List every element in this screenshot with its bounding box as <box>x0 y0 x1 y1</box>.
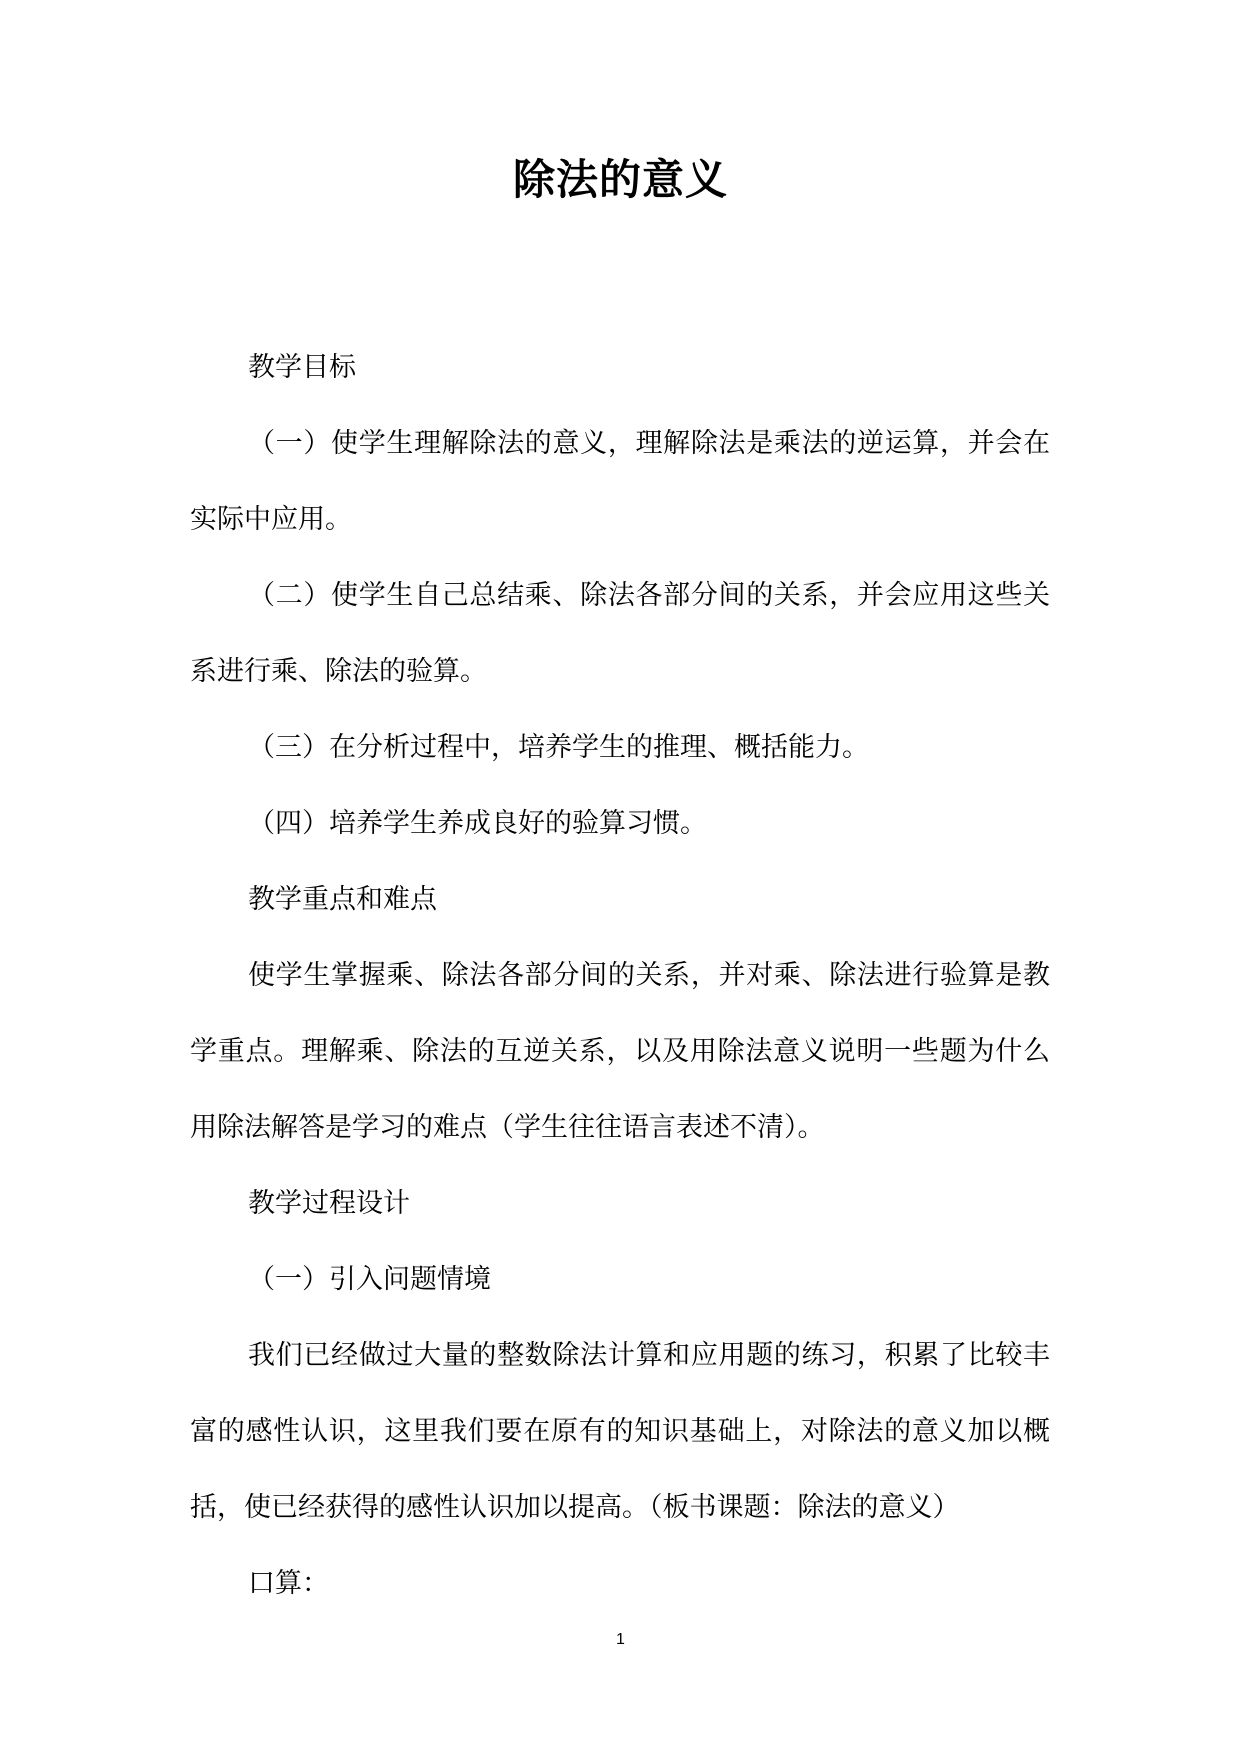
goal-1-paragraph: （一）使学生理解除法的意义，理解除法是乘法的逆运算，并会在实际中应用。 <box>190 428 1050 535</box>
goal-3-paragraph: （三）在分析过程中，培养学生的推理、概括能力。 <box>248 732 869 763</box>
document-body <box>190 330 1050 1622</box>
process-step-1-heading: （一）引入问题情境 <box>248 1264 491 1295</box>
heading-teaching-goals: 教学目标 <box>248 352 356 383</box>
heading-process-design: 教学过程设计 <box>248 1188 410 1219</box>
page-number: 1 <box>616 1631 625 1648</box>
goal-4-paragraph: （四）培养学生养成良好的验算习惯。 <box>248 808 707 839</box>
mental-math-label: 口算： <box>248 1568 329 1599</box>
heading-key-points: 教学重点和难点 <box>248 884 437 915</box>
document-title: 除法的意义 <box>512 155 728 204</box>
key-points-paragraph: 使学生掌握乘、除法各部分间的关系，并对乘、除法进行验算是教学重点。理解乘、除法的互逆关系，以及用除法意义说明一些题为什么用除法解答是学习的难点（学生往往语言表述不清）。 <box>190 960 1050 1143</box>
intro-paragraph: 我们已经做过大量的整数除法计算和应用题的练习，积累了比较丰富的感性认识，这里我们要在原有的知识基础上，对除法的意义加以概括，使已经获得的感性认识加以提高。（板书课题：除法的意义） <box>190 1340 1050 1523</box>
goal-2-paragraph: （二）使学生自己总结乘、除法各部分间的关系，并会应用这些关系进行乘、除法的验算。 <box>190 580 1050 687</box>
